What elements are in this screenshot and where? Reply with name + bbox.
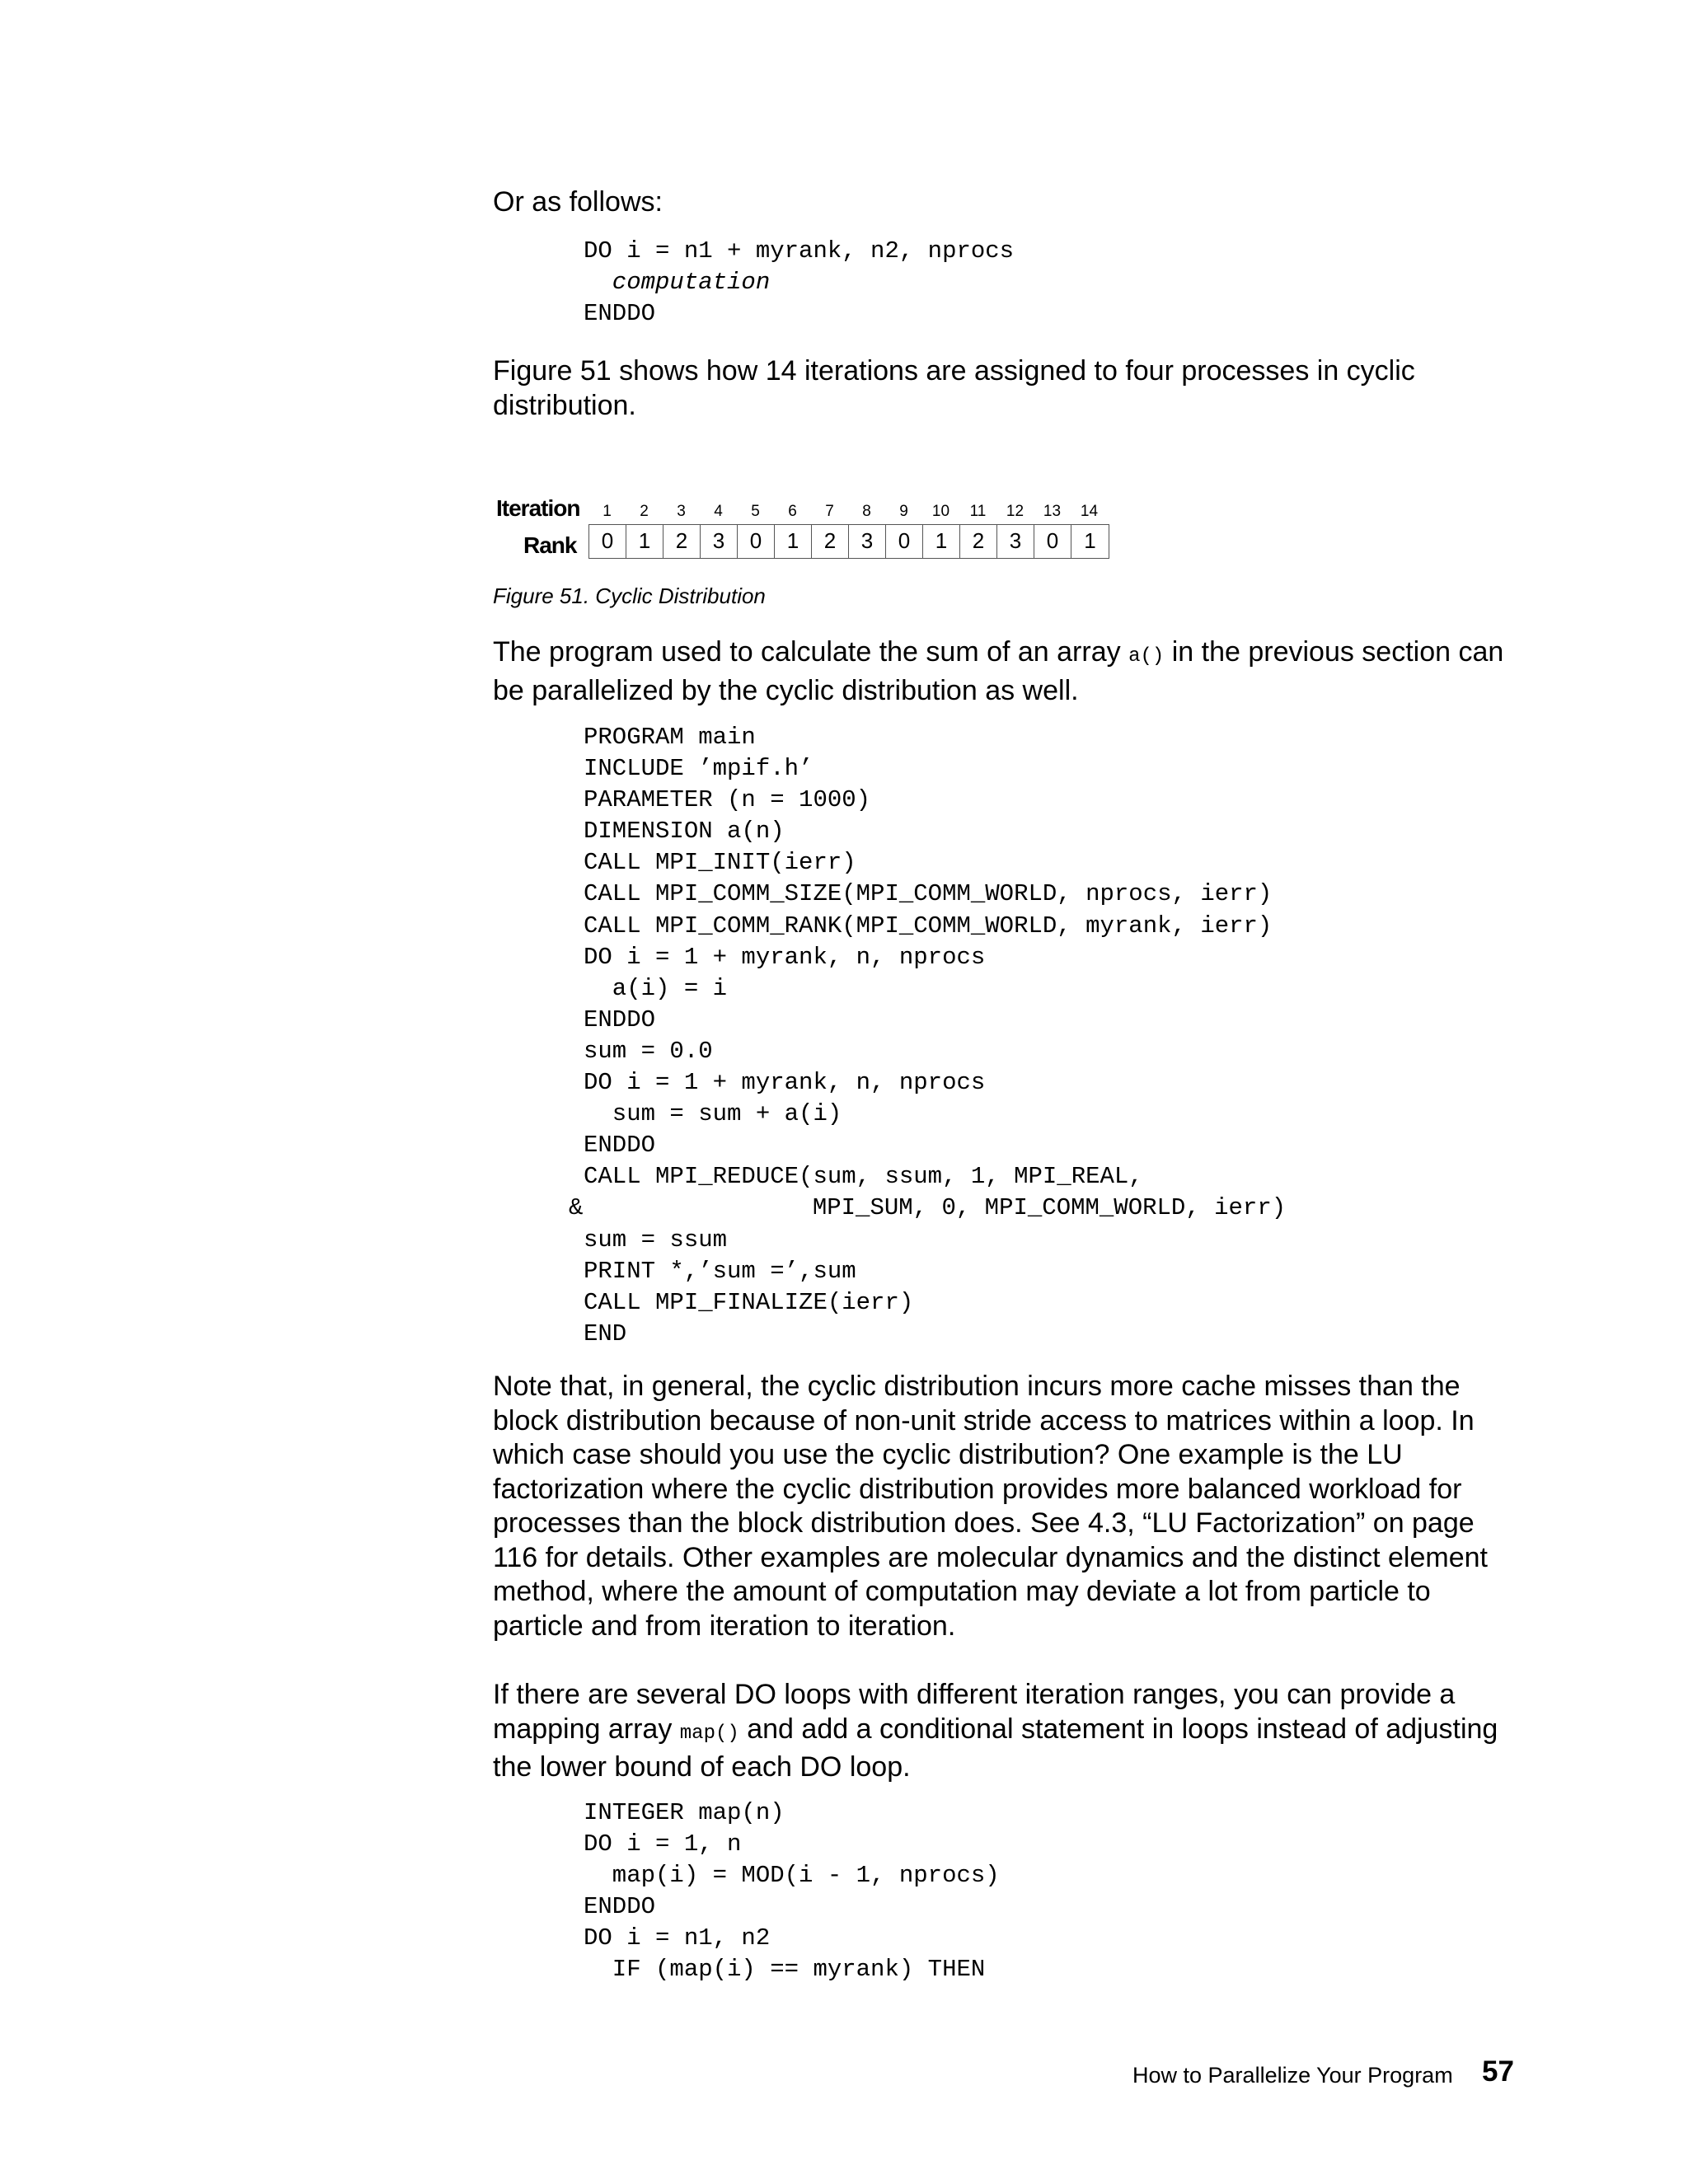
code-line: CALL MPI_FINALIZE(ierr) xyxy=(584,1288,914,1316)
code-line: DO i = 1 + myrank, n, nprocs xyxy=(584,943,986,971)
code-line: sum = sum + a(i) xyxy=(584,1100,842,1128)
rank-cell: 0 xyxy=(589,525,626,558)
cyclic-note-paragraph: Note that, in general, the cyclic distribution incurs more cache misses than the block distribution because of non-unit stride access to matrices within a loop. In which case should you use the cyclic distribution? One example is the LU factorization where the cyclic distribution provides more balanced workload for processes than the block distribution does. See 4.3, “LU Factorization” on page 116 for details. Other examples are molecular dynamics and the distinct element method, where the amount of computation may deviate a lot from particle to particle and from iteration to iteration. xyxy=(493,1371,1488,1642)
iteration-number: 3 xyxy=(677,503,686,520)
code-line: INTEGER map(n) xyxy=(584,1799,785,1826)
code-line: END xyxy=(584,1319,627,1347)
iteration-number: 8 xyxy=(862,503,871,520)
code-line: & MPI_SUM, 0, MPI_COMM_WORLD, ierr) xyxy=(569,1194,1287,1222)
rank-cell: 1 xyxy=(775,525,812,558)
code-line: DO i = n1 + myrank, n2, nprocs xyxy=(584,237,1015,265)
mapping-array-paragraph xyxy=(493,1678,1515,1785)
rank-cell: 0 xyxy=(886,525,923,558)
iteration-number: 14 xyxy=(1080,503,1099,520)
footer-section-title: How to Parallelize Your Program xyxy=(1132,2063,1453,2088)
iteration-number: 4 xyxy=(714,503,723,520)
code-line: PARAMETER (n = 1000) xyxy=(584,786,871,814)
figure-intro-paragraph: Figure 51 shows how 14 iterations are assigned to four processes in cyclic distribution. xyxy=(493,355,1415,421)
code-line: CALL MPI_REDUCE(sum, ssum, 1, MPI_REAL, xyxy=(584,1163,1143,1191)
iteration-number: 12 xyxy=(1006,503,1025,520)
code-line: ENDDO xyxy=(584,1005,656,1033)
intro-text: Or as follows: xyxy=(493,186,663,218)
rank-cell: 0 xyxy=(1034,525,1071,558)
code-line: CALL MPI_COMM_RANK(MPI_COMM_WORLD, myrank, ierr) xyxy=(584,912,1273,940)
para-text-before-code: If there are several DO loops with different iteration ranges, you can provide a mapping array xyxy=(493,1679,1456,1745)
iteration-number-row xyxy=(588,501,1108,523)
code-line: DO i = 1 + myrank, n, nprocs xyxy=(584,1069,986,1097)
code-line: ENDDO xyxy=(584,1893,656,1921)
iteration-number: 1 xyxy=(603,503,612,520)
code-line: CALL MPI_COMM_SIZE(MPI_COMM_WORLD, nprocs, ierr) xyxy=(584,880,1273,908)
code-block-sum-program xyxy=(569,722,1287,1350)
code-line: ENDDO xyxy=(584,1132,656,1160)
iteration-number: 13 xyxy=(1043,503,1062,520)
para-text-before-code: The program used to calculate the sum of an array xyxy=(493,636,1129,668)
code-line: INCLUDE ’mpif.h’ xyxy=(584,755,814,783)
code-line: a(i) = i xyxy=(584,974,728,1002)
iteration-number: 11 xyxy=(969,503,987,520)
iteration-number: 10 xyxy=(931,503,950,520)
inline-code-map: map() xyxy=(679,1722,739,1745)
cyclic-distribution-figure xyxy=(493,490,1119,564)
rank-cell: 2 xyxy=(960,525,997,558)
rank-cell: 1 xyxy=(923,525,960,558)
rank-cell: 2 xyxy=(663,525,701,558)
inline-code-array: a() xyxy=(1128,645,1165,668)
code-line: CALL MPI_INIT(ierr) xyxy=(584,849,856,877)
rank-cell: 0 xyxy=(738,525,775,558)
rank-cell: 1 xyxy=(1084,528,1096,553)
sum-program-paragraph xyxy=(493,635,1515,708)
iteration-number: 6 xyxy=(788,503,797,520)
rank-cell: 3 xyxy=(997,525,1034,558)
iteration-number: 7 xyxy=(825,503,834,520)
code-block-loop xyxy=(584,236,1014,330)
rank-cell-row xyxy=(588,524,1109,559)
code-line: map(i) = MOD(i - 1, nprocs) xyxy=(584,1862,1000,1890)
code-line: computation xyxy=(584,269,771,297)
code-line: DO i = 1, n xyxy=(584,1830,742,1858)
code-line: sum = ssum xyxy=(584,1226,728,1254)
code-line: DO i = n1, n2 xyxy=(584,1924,771,1952)
figure-caption: Figure 51. Cyclic Distribution xyxy=(493,583,766,608)
code-line: PROGRAM main xyxy=(584,724,756,751)
iteration-label: Iteration xyxy=(496,495,580,521)
iteration-number: 2 xyxy=(640,503,649,520)
code-block-mapping xyxy=(584,1797,1000,1986)
code-line: DIMENSION a(n) xyxy=(584,818,785,846)
para-text-after-code: in the previous section can be parallelized by the cyclic distribution as well. xyxy=(493,636,1504,706)
page-number: 57 xyxy=(1482,2055,1514,2088)
rank-cell: 1 xyxy=(626,525,663,558)
rank-label: Rank xyxy=(523,532,577,558)
rank-cell: 2 xyxy=(812,525,849,558)
code-line: IF (map(i) == myrank) THEN xyxy=(584,1956,986,1984)
code-line: ENDDO xyxy=(584,300,656,328)
iteration-number: 5 xyxy=(751,503,760,520)
iteration-number: 9 xyxy=(899,503,908,520)
code-line: PRINT *,’sum =’,sum xyxy=(584,1257,856,1285)
rank-cell: 3 xyxy=(701,525,738,558)
code-line: sum = 0.0 xyxy=(584,1037,713,1065)
rank-cell: 3 xyxy=(849,525,886,558)
para-text-after-code: and add a conditional statement in loops instead of adjusting the lower bound of each DO loop. xyxy=(493,1713,1498,1783)
